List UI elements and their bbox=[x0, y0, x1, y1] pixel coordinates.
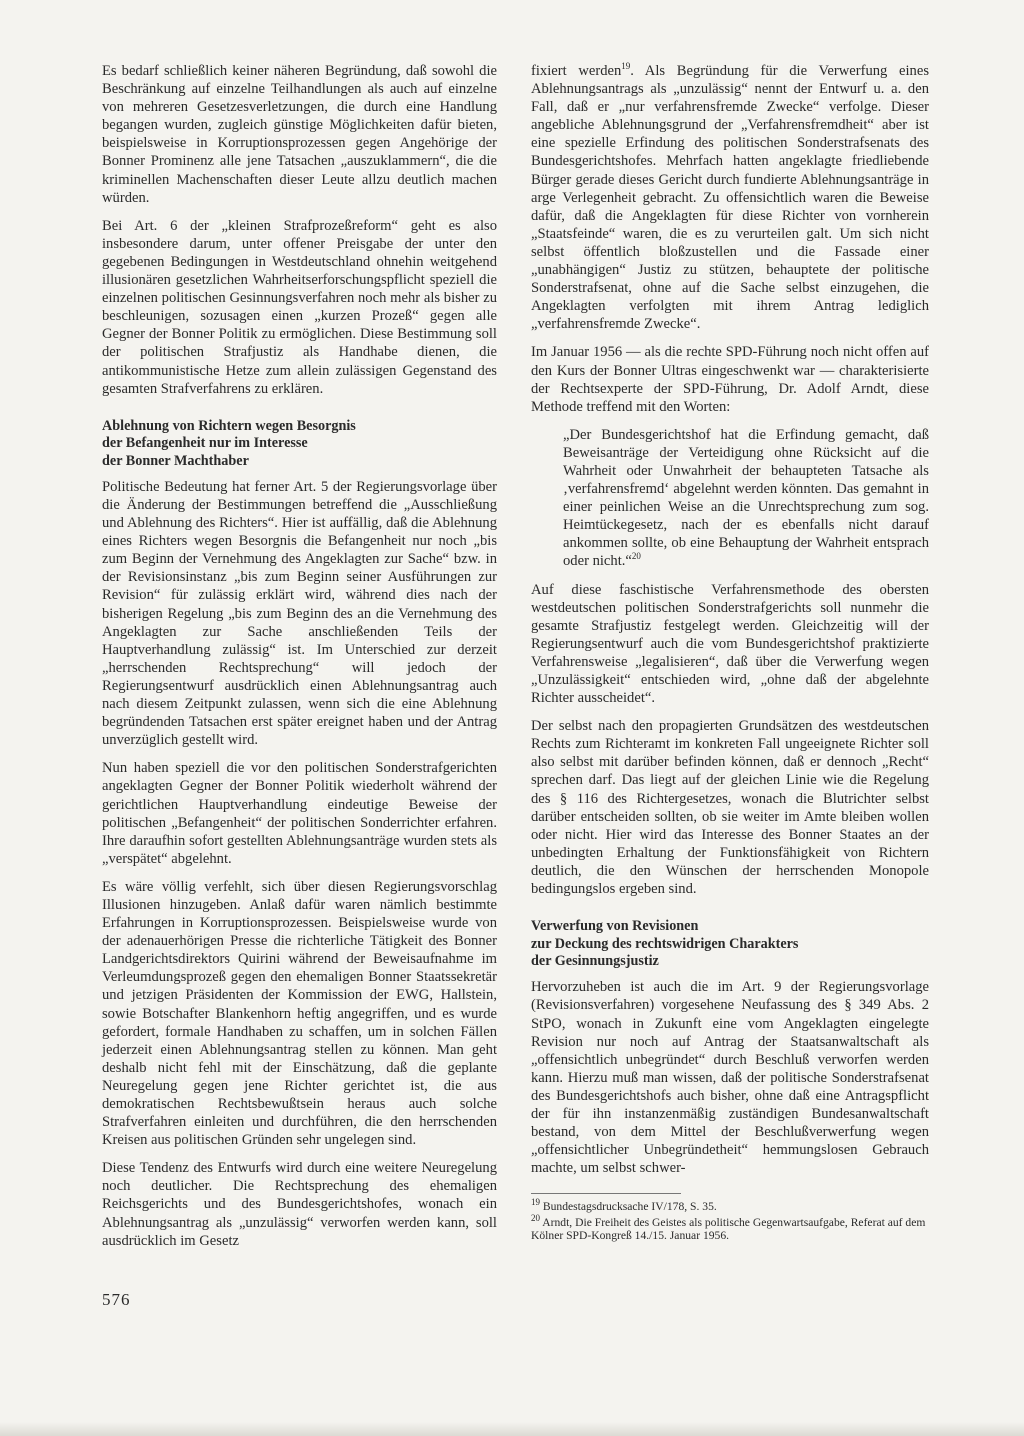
heading-line: Ablehnung von Richtern wegen Besorgnis bbox=[102, 417, 356, 434]
quote-text: „Der Bundesgerichtshof hat die Erfindung gemacht, daß Beweisanträge der Verteidigung ohne Rücksicht auf die Wahrheit oder Unwahrheit der behaupteten Tatsache als ‚verfahrensfremd‘ abgelehnt werden könnten. Das gemahnt in einer peinlichen Weise an die Unrechtsprechung zum sog. Heimtückegesetz, nach der es ebenfalls nicht darauf ankommen sollte, ob eine Behauptung der Wahrheit entsprach oder nicht.“ bbox=[563, 426, 929, 570]
paragraph: Nun haben speziell die vor den politischen Sonderstrafgerichten angeklagten Gegner der Bonner Politik wiederholt während der gerichtlichen Hauptverhandlung eindeutige Beweise der politischen „Befangenheit“ der politischen Sonderrichter erfahren. Ihre daraufhin sofort gestellten Ablehnungsanträge wurden stets als „verspätet“ abgelehnt. bbox=[102, 760, 497, 867]
footnote bbox=[531, 1197, 929, 1214]
paragraph-text: . Als Begründung für die Verwerfung eines Ablehnungsantrags als „unzulässig“ nennt der Entwurf u. a. den Fall, daß er „nur verfahrensfremde Zwecke“ verfolge. Dieser angebliche Ablehnungsgrund der „Verfahrensfremdheit“ aber ist eine spezielle Erfindung des politischen Sonderstrafsenats des Bundesgerichtshofes. Mehrfach hatten angeklagte friedliebende Bürger gerade dieses Gericht durch fundierte Ablehnungsanträge in arge Verlegenheit gebracht. Zu offensichtlich waren die Beweise dafür, daß die Angeklagten für diese Richter von vornherein „Staatsfeinde“ waren, die es zu verurteilen galt. Um sich nicht selbst öffentlich bloßzustellen und die Fassade einer „unabhängigen“ Justiz zu stützen, behauptete der politische Sonderstrafsenat, ohne auf die Sache selbst einzugehen, die Angeklagten verfolgten mit ihrem Antrag lediglich „verfahrensfremde Zwecke“. bbox=[531, 63, 929, 333]
paragraph bbox=[531, 62, 929, 333]
paragraph: Bei Art. 6 der „kleinen Strafprozeßreform“ geht es also insbesondere darum, unter offener Preisgabe der unter den gegebenen Bedingungen in Westdeutschland ohnehin weitgehend illusionären gesetzlichen Wahrheitserforschungspflicht speziell die einzelnen politischen Gesinnungsverfahren noch mehr als bisher zu beschleunigen, sozusagen einen „kurzen Prozeß“ gegen alle Gegner der Bonner Politik zu ermöglichen. Diese Bestimmung soll der politischen Strafjustiz als Handhabe dienen, die antikommunistische Hetze zum allein zulässigen Gegenstand des gesamten Strafverfahrens zu erklären. bbox=[102, 217, 497, 397]
paragraph: Auf diese faschistische Verfahrensmethode des obersten westdeutschen politischen Sonderstrafgerichts soll nunmehr die gesamte Strafjustiz festgelegt werden. Gleichzeitig will der Regierungsentwurf auch die vom Bundesgerichtshof praktizierte Verfahrensweise „legalisieren“, daß über die Verwerfung wegen „Unzulässigkeit“ entschieden wird, „ohne daß der abgelehnte Richter ausscheidet“. bbox=[531, 581, 929, 707]
left-column bbox=[102, 62, 497, 1260]
paragraph: Diese Tendenz des Entwurfs wird durch eine weitere Neuregelung noch deutlicher. Die Rechtsprechung des ehemaligen Reichsgerichts und des Bundesgerichtshofes, wonach ein Ablehnungsantrag als „unzulässig“ verworfen werden kann, soll ausdrücklich im Gesetz bbox=[102, 1160, 497, 1249]
paragraph: Im Januar 1956 — als die rechte SPD-Führung noch nicht offen auf den Kurs der Bonner Ultras eingeschwenkt war — charakterisierte der Rechtsexperte der SPD-Führung, Dr. Adolf Arndt, diese Methode treffend mit den Worten: bbox=[531, 344, 929, 415]
section-heading bbox=[102, 418, 497, 470]
footnote-reference: 20 bbox=[631, 551, 641, 562]
paragraph: Der selbst nach den propagierten Grundsätzen des westdeutschen Rechts zum Richteramt im konkreten Fall ungeeignete Richter soll also selbst mit darüber befinden können, daß er dennoch „Recht“ sprechen darf. Das liegt auf der gleichen Linie wie die Regelung des § 116 des Richtergesetzes, wonach die Blutrichter selbst darüber entscheiden sollten, ob sie weiter im Amte bleiben wollen oder nicht. Hier wird das Interesse des Bonner Staates an der unbedingten Erhaltung der Funktionsfähigkeit von Richtern deutlich, die den Wünschen der herrschenden Monopole bedingungslos ergeben sind. bbox=[531, 718, 929, 898]
footnote-reference: 19 bbox=[621, 61, 631, 72]
scan-edge bbox=[0, 1422, 1024, 1436]
footnote bbox=[531, 1212, 929, 1242]
paragraph-text: fixiert werden bbox=[531, 63, 622, 79]
heading-line: Verwerfung von Revisionen bbox=[531, 918, 699, 935]
block-quote bbox=[563, 426, 929, 571]
right-column bbox=[531, 62, 929, 1244]
footnote-number: 19 bbox=[531, 1197, 540, 1208]
paragraph: Hervorzuheben ist auch die im Art. 9 der Regierungsvorlage (Revisionsverfahren) vorgesehene Neufassung des § 349 Abs. 2 StPO, wonach in Zukunft eine vom Angeklagten eingelegte Revision nur noch auf Antrag der Staatsanwaltschaft als „offensichtlich unbegründet“ durch Beschluß verworfen werden kann. Hierzu muß man wissen, daß der politische Sonderstrafsenat des Bundesgerichtshofs auch bisher, ohne daß eine Antragspflicht der für ihn instanzenmäßig zuständigen Bundesanwaltschaft bestand, von dem Mittel der Beschlußverwerfung wegen „offensichtlicher Unbegründetheit“ hemmungslosen Gebrauch machte, um selbst schwer- bbox=[531, 979, 929, 1177]
section-heading bbox=[531, 918, 929, 970]
paragraph: Politische Bedeutung hat ferner Art. 5 der Regierungsvorlage über die Änderung der Bestimmungen betreffend die „Ausschließung und Ablehnung des Richters“. Hier ist auffällig, daß die Ablehnung eines Richters wegen Besorgnis die Befangenheit nur noch „bis zum Beginn der Vernehmung des Angeklagten zur Sache“ bzw. in der Revisionsinstanz „bis zum Beginn seiner Ausführungen zur Revision“ für zulässig erklärt wird, während dies nach der bisherigen Regelung „bis zum Beginn des an die Vernehmung des Angeklagten zur Sache anschließenden Teils der Hauptverhandlung zulässig“ ist. Im Unterschied zur derzeit „herrschenden Rechtsprechung“ will jedoch der Regierungsentwurf ausdrücklich einen Ablehnungsantrag auch nach diesem Zeitpunkt zulassen, wenn sich die eine Ablehnung begründenden Tatsachen erst später ereignet haben und der Antrag unverzüglich gestellt wird. bbox=[102, 478, 497, 749]
paragraph: Es bedarf schließlich keiner näheren Begründung, daß sowohl die Beschränkung auf einzelne Teilhandlungen als auch auf einzelne von mehreren Gesetzesverletzungen, die durch eine Handlung begangen wurden, zugleich günstige Möglichkeiten dafür bieten, beispielsweise in Korruptionsprozessen gegen Angehörige der Bonner Prominenz alle jene Tatsachen „auszuklammern“, die die kriminellen Machenschaften dieser Leute allzu deutlich machen würden. bbox=[102, 63, 497, 206]
heading-line: der Bonner Machthaber bbox=[102, 452, 249, 469]
footnote-text: Arndt, Die Freiheit des Geistes als politische Gegenwartsaufgabe, Referat auf dem Kölner SPD-Kongreß 14./15. Januar 1956. bbox=[531, 1215, 926, 1242]
footnote-number: 20 bbox=[531, 1212, 540, 1223]
paragraph: Es wäre völlig verfehlt, sich über diesen Regierungsvorschlag Illusionen hinzugeben. Anlaß dafür waren nämlich bestimmte Erfahrungen in Korruptionsprozessen. Beispielsweise wurde von der adenauerhörigen Presse die richterliche Tätigkeit des Bonner Landgerichtsdirektors Quirini während der Beweisaufnahme im Verleumdungsprozeß gegen den ehemaligen Bonner Staatssekretär und jetzigen Präsidenten der Kommission der EWG, Hallstein, sowie Botschafter Blankenhorn heftig angegriffen, und es wurde gefordert, formale Handhaben zu schaffen, um in solchen Fällen jederzeit einen Ablehnungsantrag stellen zu können. Man geht deshalb nicht fehl mit der Einschätzung, daß die geplante Neuregelung gegen jene Richter gerichtet ist, die aus demokratischen Rechtsbewußtsein heraus auch solche Strafverfahren einleiten und durchführen, die den herrschenden Kreisen aus politischen Gründen sehr ungelegen sind. bbox=[102, 878, 497, 1149]
footnote-divider bbox=[531, 1193, 681, 1194]
footnote-text: Bundestagsdrucksache IV/178, S. 35. bbox=[540, 1200, 717, 1214]
heading-line: der Gesinnungsjustiz bbox=[531, 952, 659, 969]
page-number: 576 bbox=[102, 1290, 131, 1309]
heading-line: zur Deckung des rechtswidrigen Charakters bbox=[531, 935, 799, 952]
footnotes bbox=[531, 1187, 929, 1242]
heading-line: der Befangenheit nur im Interesse bbox=[102, 435, 308, 452]
